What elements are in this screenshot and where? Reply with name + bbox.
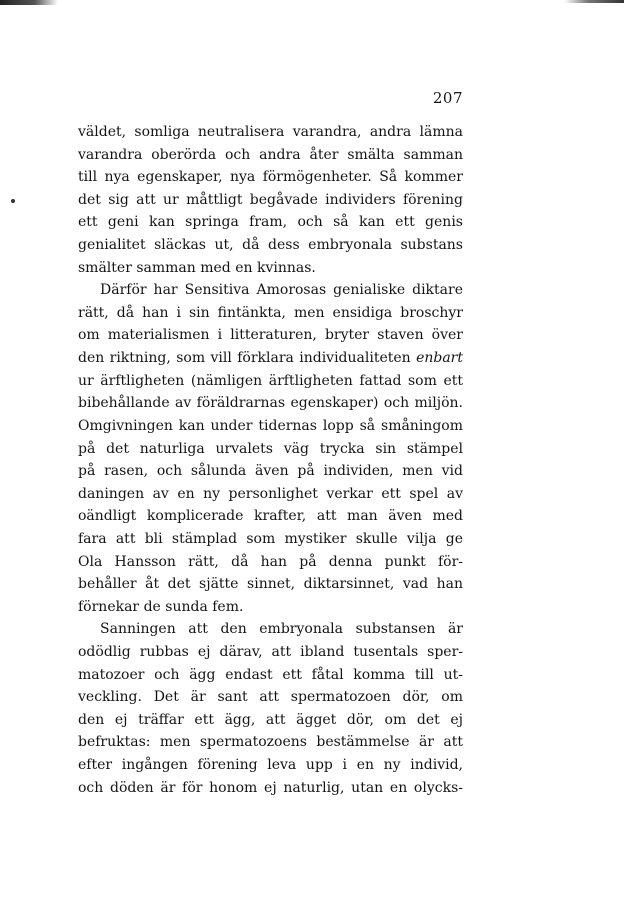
text-line: Ola Hansson rätt, då han på denna punkt för- [78,553,463,570]
margin-speck [11,199,15,203]
text-line: det sig att ur måttligt begåvade individers förening [78,191,463,208]
text-line: veckling. Det är sant att spermatozoen dör, om [78,689,463,706]
page-number: 207 [432,89,463,107]
text-line: fara att bli stämplad som mystiker skulle vilja ge [78,530,463,547]
text-line: om materialismen i litteraturen, bryter staven över [78,327,463,344]
paragraph-end-line: förnekar de sunda fem. [78,598,244,615]
text-line: odödlig rubbas ej därav, att ibland tusentals sper- [78,644,463,661]
text-line: varandra oberörda och andra åter smälta samman [78,146,463,163]
line-text: den riktning, som vill förklara individualiteten [78,350,417,367]
text-line-with-emphasis [78,347,463,370]
text-line: ett geni kan springa fram, och så kan ett genis [78,214,463,231]
text-line: matozoer och ägg endast ett fåtal komma till ut- [78,666,463,683]
paragraph-end-line: smälter samman med en kvinnas. [78,259,316,276]
text-line: rätt, då han i sin fintänkta, men ensidiga broschyr [78,304,463,321]
text-line: befruktas: men spermatozoens bestämmelse är att [78,734,463,751]
text-line: och döden är för honom ej naturlig, utan en olycks- [78,779,463,796]
paragraph-start-line: Sanningen att den embryonala substansen är [100,621,463,638]
text-line: behåller åt det sjätte sinnet, diktarsinnet, vad han [78,576,463,593]
body-text [78,121,463,799]
text-line: på rasen, och sålunda även på individen, men vid [78,463,463,480]
paragraph-start-line: Därför har Sensitiva Amorosas genialiske diktare [100,282,463,299]
text-line: bibehållande av föräldrarnas egenskaper) och miljön. [78,395,463,412]
scan-edge-mark-right [564,0,624,3]
scan-edge-mark-left [0,0,58,5]
text-line: väldet, somliga neutralisera varandra, andra lämna [78,124,463,140]
text-line: på det naturliga urvalets väg trycka sin stämpel [78,440,463,457]
text-line: oändligt komplicerade krafter, att man även med [78,508,463,525]
text-line: efter ingången förening leva upp i en ny individ, [78,757,463,774]
text-line: den ej träffar ett ägg, att ägget dör, om det ej [78,711,463,728]
text-line: ur ärftligheten (nämligen ärftligheten fattad som ett [78,372,463,389]
text-line: till nya egenskaper, nya förmögenheter. Så kommer [78,169,463,186]
emphasized-word: enbart [416,350,463,367]
text-line: daningen av en ny personlighet verkar ett spel av [78,485,463,502]
text-line: Omgivningen kan under tidernas lopp så småningom [78,417,463,434]
text-line: genialitet släckas ut, då dess embryonala substans [78,237,463,254]
